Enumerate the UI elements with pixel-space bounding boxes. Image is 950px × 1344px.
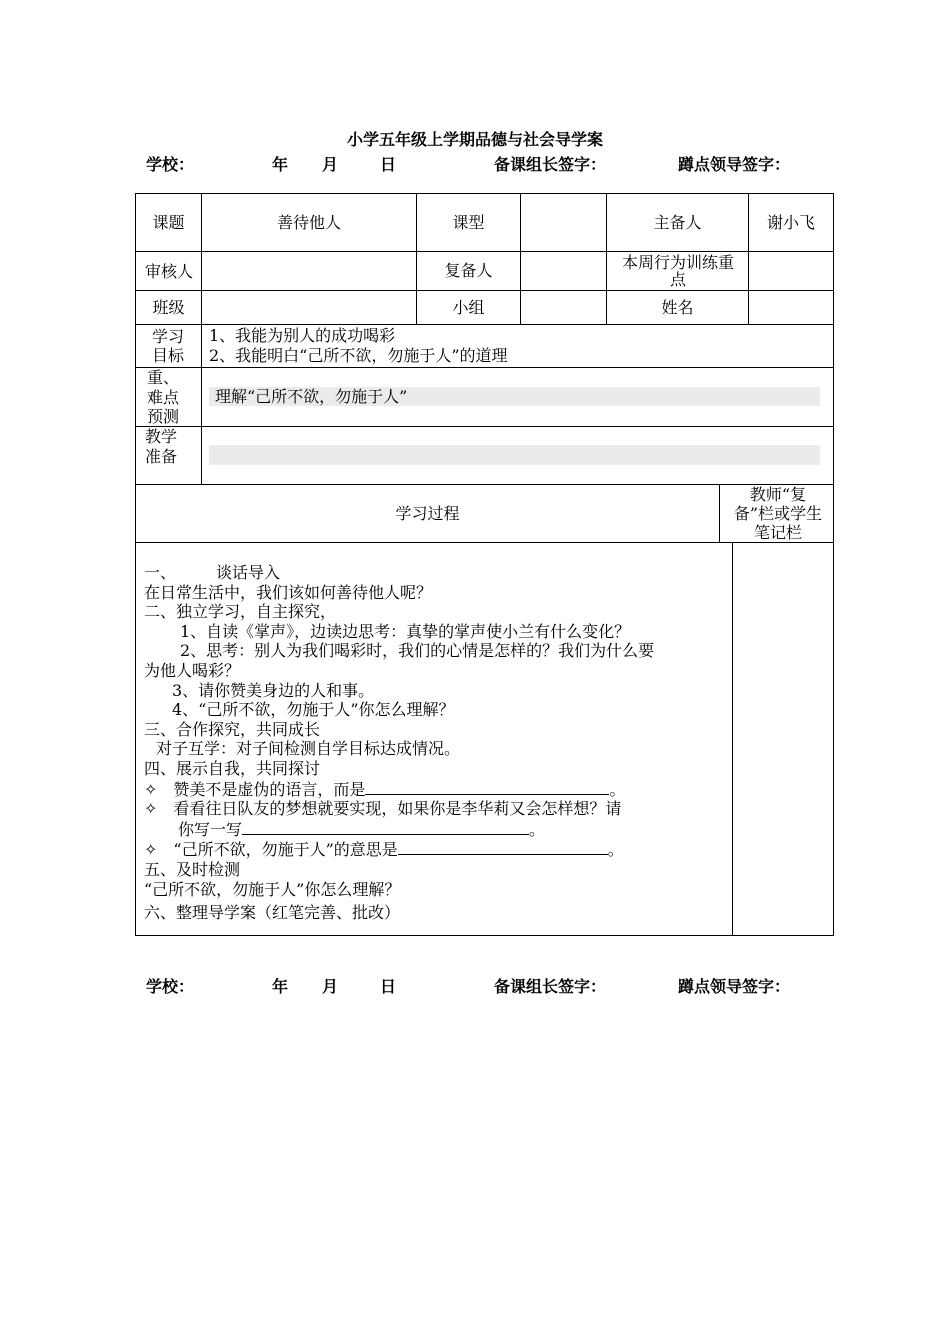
section-4-item-3: ✧ “己所不欲，勿施于人”的意思是 。: [144, 840, 624, 860]
section-2-item-4: 4、“己所不欲，勿施于人”你怎么理解？: [172, 700, 455, 720]
key-points-label: 重、难点预测: [147, 368, 180, 426]
name-value: [749, 291, 833, 324]
goal-item: 2、我能明白“己所不欲，勿施于人”的道理: [209, 345, 508, 365]
footer-supervisor-sign: 蹲点领导签字：: [678, 977, 791, 996]
prep-shade: [209, 445, 820, 465]
type-label: 课型: [452, 212, 485, 232]
footer-day: 日: [380, 977, 397, 996]
header-month: 月: [322, 155, 339, 174]
type-value: [521, 194, 606, 251]
goal-item: 1、我能为别人的成功喝彩: [209, 326, 396, 345]
main-prep-value: 谢小飞: [766, 212, 815, 232]
section-4-item-2: ✧ 看看往日队友的梦想就要实现，如果你是李华莉又会怎样想？请: [144, 799, 622, 819]
header-year: 年: [272, 155, 289, 174]
process-body: [144, 563, 734, 923]
reviewer-label: 审核人: [145, 261, 194, 281]
header-school: 学校：: [146, 155, 195, 174]
footer-leader-sign: 备课组长签字：: [494, 977, 607, 996]
footer-school: 学校：: [146, 977, 195, 996]
section-3-item: 对子互学：对子间检测自学目标达成情况。: [156, 739, 461, 759]
group-label: 小组: [452, 297, 485, 317]
co-prep-label: 复备人: [444, 261, 493, 280]
section-2-item-2-cont: 为他人喝彩？: [144, 660, 241, 680]
section-2: 二、独立学习，自主探究，: [144, 602, 337, 622]
goals-list: [209, 326, 809, 365]
reviewer-value: [202, 252, 416, 290]
header-leader-sign: 备课组长签字：: [494, 155, 607, 174]
section-3: 三、合作探究，共同成长: [144, 719, 321, 739]
co-prep-value: [521, 252, 606, 290]
fill-blank[interactable]: [365, 779, 609, 795]
class-value: [202, 291, 416, 324]
bullet-icon: ✧: [144, 840, 158, 860]
bullet-icon: ✧: [144, 779, 158, 799]
prep-label: 教学准备: [145, 427, 178, 466]
section-5: 五、及时检测: [144, 859, 241, 879]
section-1: 一、 谈话导入: [144, 563, 281, 582]
header-supervisor-sign: 蹲点领导签字：: [678, 155, 791, 174]
section-5-item: “己所不欲，勿施于人”你怎么理解？: [144, 879, 401, 899]
weekly-focus-label: 本周行为训练重点: [621, 253, 734, 289]
footer-year: 年: [272, 977, 289, 996]
class-label: 班级: [152, 297, 185, 317]
process-header: 学习过程: [395, 503, 460, 523]
fill-blank[interactable]: [398, 839, 608, 855]
topic-label: 课题: [152, 212, 185, 232]
weekly-focus-value: [749, 252, 833, 290]
section-6: 六、整理导学案（红笔完善、批改）: [144, 903, 401, 923]
footer-month: 月: [322, 977, 339, 996]
fill-blank[interactable]: [242, 819, 529, 835]
section-2-item-3: 3、请你赞美身边的人和事。: [172, 680, 375, 700]
name-label: 姓名: [661, 297, 694, 317]
header-bottom: [0, 974, 950, 996]
section-4-item-2-cont: 你写一写 。: [178, 819, 546, 839]
main-prep-label: 主备人: [653, 212, 702, 232]
goals-label: 学习目标: [151, 327, 184, 365]
bullet-icon: ✧: [144, 799, 158, 819]
section-4-item-1: ✧ 赞美不是虚伪的语言，而是 。: [144, 779, 626, 799]
section-1-question: 在日常生活中，我们该如何善待他人呢？: [144, 582, 433, 602]
header-top: [0, 152, 950, 174]
page-title: 小学五年级上学期品德与社会导学案: [346, 130, 603, 149]
topic-value: 善待他人: [276, 212, 341, 232]
section-4: 四、展示自我，共同探讨: [144, 758, 321, 778]
key-points-value: 理解“己所不欲，勿施于人”: [215, 387, 408, 406]
section-2-item-2: 2、思考：别人为我们喝彩时，我们的心情是怎样的？我们为什么要: [180, 641, 655, 661]
notes-header: 教师“复备”栏或学生笔记栏: [733, 485, 823, 542]
header-day: 日: [380, 155, 397, 174]
group-value: [521, 291, 606, 324]
section-2-item-1: 1、自读《掌声》，边读边思考：真挚的掌声使小兰有什么变化？: [180, 621, 631, 641]
